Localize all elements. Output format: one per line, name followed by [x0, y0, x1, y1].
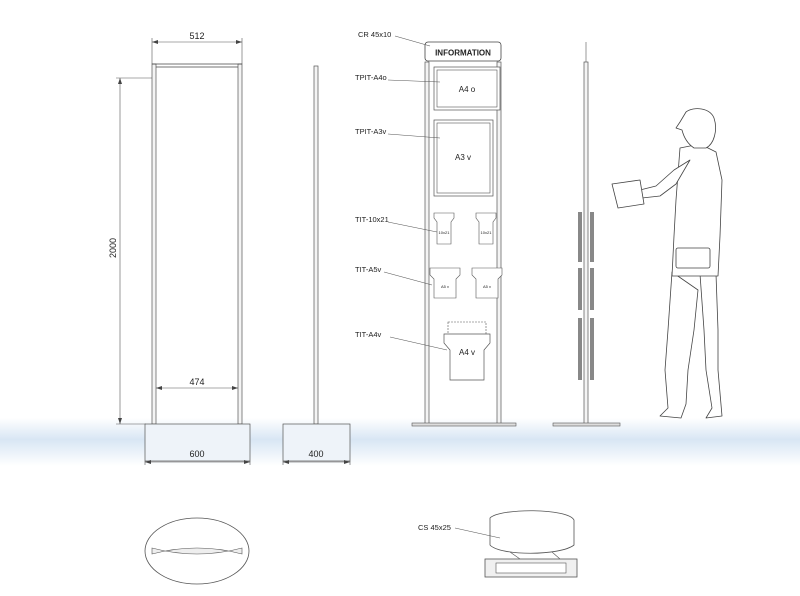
- callout-a4-portrait: TIT-A4v: [355, 330, 382, 339]
- height-dimension: 2000: [108, 237, 118, 259]
- dl-left-label: 10x21: [438, 230, 450, 235]
- dl-right-label: 10x21: [480, 230, 492, 235]
- callout-header: CR 45x10: [358, 30, 392, 39]
- equipped-side-view: [553, 42, 620, 426]
- base-clip-detail: [418, 511, 577, 577]
- right-frame-post: [238, 64, 242, 424]
- top-view-base: [145, 518, 249, 584]
- a3-label: A3 v: [454, 153, 472, 162]
- base-front-dimension: 600: [189, 449, 205, 459]
- a4-portrait-label: A4 v: [458, 348, 476, 357]
- a5-holder-left: [430, 268, 460, 298]
- a4-portrait-holder: [444, 334, 490, 380]
- equipped-right-post: [497, 62, 501, 424]
- callout-dl: TIT-10x21: [355, 215, 389, 224]
- callout-a5: TIT-A5v: [355, 265, 382, 274]
- floor-band: [0, 418, 800, 466]
- a5-holder-right: [472, 268, 502, 298]
- equipped-left-post: [425, 62, 429, 424]
- human-figure-silhouette: [612, 109, 722, 418]
- width-dimension: 512: [189, 31, 205, 41]
- inner-width-dimension: 474: [189, 377, 205, 387]
- base-side-dimension: 400: [308, 449, 324, 459]
- equipped-side-post: [584, 62, 588, 424]
- callout-a4-landscape: TPIT-A4o: [355, 73, 387, 82]
- a4-landscape-label: A4 o: [458, 85, 476, 94]
- a5-right-label: A5 v: [482, 284, 492, 289]
- callout-a3: TPIT-A3v: [355, 127, 387, 136]
- clip-cap: [490, 511, 574, 554]
- a5-left-label: A5 v: [440, 284, 450, 289]
- left-frame-post: [152, 64, 156, 424]
- front-view: [108, 31, 250, 465]
- equipped-base-plate: [412, 423, 516, 426]
- callout-base-clip: CS 45x25: [418, 523, 451, 532]
- side-post: [314, 66, 318, 424]
- dl-holder-right: [476, 213, 496, 244]
- dl-holder-left: [434, 213, 454, 244]
- side-view: [283, 66, 350, 465]
- equipped-front-view: [355, 30, 516, 426]
- information-sign-text: INFORMATION: [435, 48, 491, 58]
